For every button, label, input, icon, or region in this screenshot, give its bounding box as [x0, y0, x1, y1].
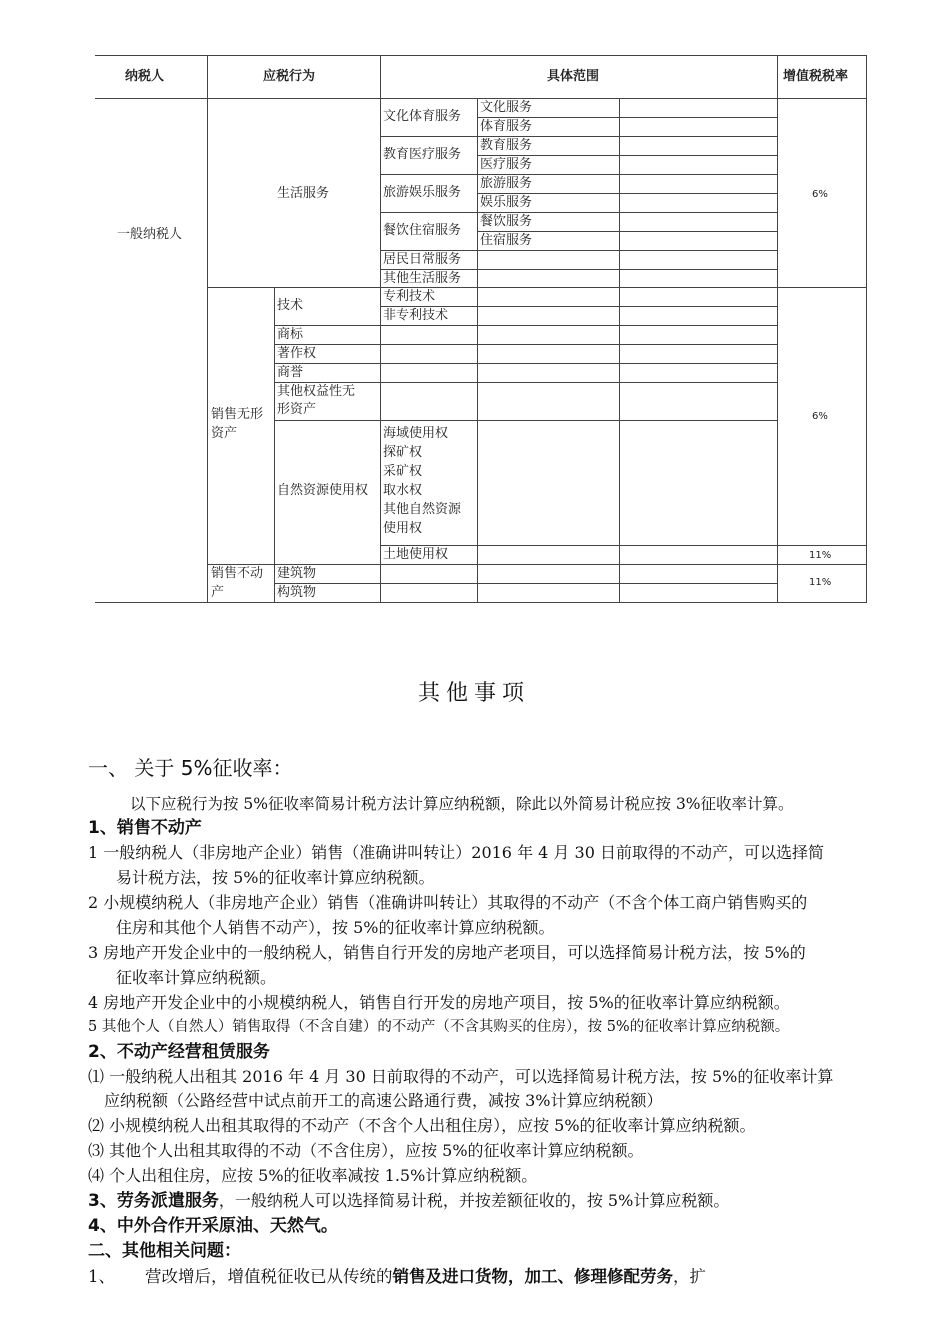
subheading-realestate-sale: 1、销售不动产	[88, 818, 202, 838]
life-item: 旅游服务	[480, 176, 533, 191]
labor-dispatch-heading: 3、劳务派遣服务	[88, 1191, 219, 1211]
behavior-intangible: 销售无形	[211, 407, 264, 422]
subheading-oil-gas: 4、中外合作开采原油、天然气。	[88, 1216, 338, 1236]
life-item: 医疗服务	[480, 157, 533, 172]
life-group: 教育医疗服务	[383, 147, 462, 162]
intangible-item: 著作权	[277, 346, 317, 361]
natural-item: 其他自然资源	[383, 502, 462, 517]
item-line: 4 房地产开发企业中的小规模纳税人，销售自行开发的房地产项目，按 5%的征收率计算应纳税额。	[88, 993, 790, 1012]
intangible-tech: 技术	[277, 298, 304, 313]
last-line	[88, 1266, 706, 1288]
lease-line: ⑵ 小规模纳税人出租其取得的不动产（不含个人出租住房），应按 5%的征收率计算应纳税额。	[88, 1116, 756, 1135]
life-single: 居民日常服务	[383, 252, 462, 267]
life-item: 娱乐服务	[480, 195, 533, 210]
natural-item: 取水权	[383, 483, 423, 498]
last-number: 1、	[88, 1267, 115, 1286]
land-rate: 11%	[809, 550, 832, 561]
tech-item: 专利技术	[383, 289, 436, 304]
item-line: 1 一般纳税人（非房地产企业）销售（准确讲叫转让）2016 年 4 月 30 日前取得的不动产，可以选择简	[88, 843, 824, 862]
header-scope: 具体范围	[547, 69, 600, 84]
behavior-intangible-cont: 资产	[211, 426, 238, 441]
lease-line: ⑷ 个人出租住房，应按 5%的征收率减按 1.5%计算应纳税额。	[88, 1166, 538, 1185]
realestate-item: 建筑物	[277, 566, 317, 581]
natural-item: 探矿权	[383, 445, 423, 460]
item-line: 征收率计算应纳税额。	[116, 968, 277, 987]
intangible-other-rights-cont: 形资产	[277, 402, 317, 417]
heading-other-issues: 二、其他相关问题：	[88, 1241, 241, 1261]
life-group: 旅游娱乐服务	[383, 185, 462, 200]
item-line: 易计税方法，按 5%的征收率计算应纳税额。	[116, 868, 435, 887]
natural-land: 土地使用权	[383, 547, 449, 562]
natural-item: 采矿权	[383, 464, 423, 479]
life-item: 住宿服务	[480, 233, 533, 248]
life-item: 文化服务	[480, 100, 533, 115]
labor-dispatch-line	[88, 1190, 729, 1212]
intangible-rate: 6%	[812, 411, 828, 422]
lease-line: ⑶ 其他个人出租其取得的不动（不含住房），应按 5%的征收率计算应纳税额。	[88, 1141, 644, 1160]
realestate-rate: 11%	[809, 577, 832, 588]
item-line: 5 其他个人（自然人）销售取得（不含自建）的不动产（不含其购买的住房），按 5%的征收率计算应纳税额。	[88, 1019, 790, 1035]
header-taxpayer: 纳税人	[125, 69, 165, 84]
tax-rate-table	[95, 55, 867, 603]
heading-5-percent: 一、 关于 5%征收率：	[88, 756, 293, 780]
intangible-natural: 自然资源使用权	[277, 483, 369, 498]
intangible-item: 商誉	[277, 365, 304, 380]
last-bold-text: 销售及进口货物，加工、修理修配劳务	[392, 1267, 673, 1286]
labor-dispatch-text: ，一般纳税人可以选择简易计税，并按差额征收的，按 5%计算应税额。	[218, 1191, 730, 1210]
last-text: 营改增后，增值税征收已从传统的	[145, 1267, 393, 1286]
natural-item: 使用权	[383, 521, 423, 536]
life-group: 文化体育服务	[383, 109, 462, 124]
life-single: 其他生活服务	[383, 271, 462, 286]
lease-line: 应纳税额（公路经营中试点前开工的高速公路通行费，减按 3%计算应纳税额）	[104, 1091, 663, 1110]
life-item: 体育服务	[480, 119, 533, 134]
life-item: 餐饮服务	[480, 214, 533, 229]
lease-line: ⑴ 一般纳税人出租其 2016 年 4 月 30 日前取得的不动产，可以选择简易计税方法，按 5%的征收率计算	[88, 1067, 834, 1086]
header-rate: 增值税税率	[783, 69, 849, 84]
behavior-life-service: 生活服务	[277, 186, 330, 201]
item-line: 住房和其他个人销售不动产），按 5%的征收率计算应纳税额。	[116, 918, 555, 937]
realestate-item: 构筑物	[277, 585, 317, 600]
taxpayer-general: 一般纳税人	[117, 227, 183, 242]
last-tail: ，扩	[673, 1267, 706, 1286]
natural-item: 海域使用权	[383, 426, 449, 441]
intangible-other-rights: 其他权益性无	[277, 384, 356, 399]
intangible-item: 商标	[277, 327, 304, 342]
behavior-realestate-cont: 产	[211, 585, 225, 600]
item-line: 2 小规模纳税人（非房地产企业）销售（准确讲叫转让）其取得的不动产（不含个体工商户销售购买的	[88, 893, 808, 912]
header-behavior: 应税行为	[263, 69, 316, 84]
intro-paragraph: 以下应税行为按 5%征收率简易计税方法计算应纳税额，除此以外简易计税应按 3%征收率计算。	[130, 795, 794, 813]
life-group: 餐饮住宿服务	[383, 223, 462, 238]
section-title: 其他事项	[418, 681, 531, 706]
item-line: 3 房地产开发企业中的一般纳税人，销售自行开发的房地产老项目，可以选择简易计税方法，按 5%的	[88, 943, 806, 962]
subheading-lease: 2、不动产经营租赁服务	[88, 1042, 270, 1062]
life-item: 教育服务	[480, 138, 533, 153]
behavior-realestate: 销售不动	[211, 566, 264, 581]
life-rate: 6%	[812, 189, 828, 200]
tech-item: 非专利技术	[383, 308, 449, 323]
